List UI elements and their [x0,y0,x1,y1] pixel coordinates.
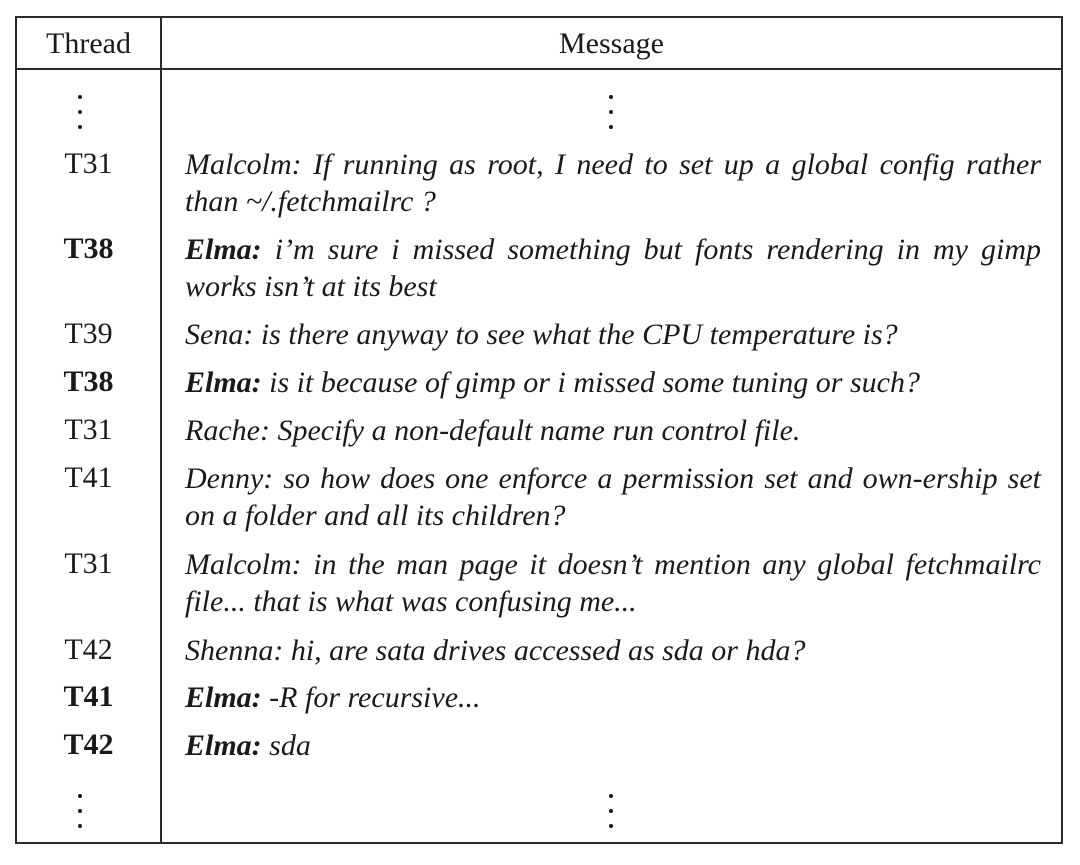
ellipsis-message-bottom [609,794,615,839]
speaker: Elma: [185,233,262,266]
column-divider [160,18,162,842]
ellipsis-thread-top [78,95,84,140]
speaker: Sena: [185,318,254,351]
speaker: Elma: [185,729,262,762]
message-cell [185,727,1041,764]
message-cell [185,460,1041,534]
header-message: Message [559,27,664,60]
message-cell [185,679,1041,716]
message-cell [185,632,1041,669]
thread-cell: T31 [64,147,113,180]
thread-cell: T42 [63,728,114,761]
speaker: Denny: [185,462,274,495]
thread-cell: T31 [64,547,113,580]
ellipsis-thread-bottom [78,794,84,839]
thread-cell: T39 [64,317,113,350]
header-divider [17,68,1061,70]
thread-cell: T38 [63,232,114,265]
message-text: Specify a non-default name run control file. [269,414,801,447]
speaker: Shenna: [185,634,284,667]
message-text: If running as root, I need to set up a global config rather than ~/.fetchmailrc ? [185,148,1041,218]
message-text: in the man page it doesn’t mention any global fetchmailrc file... that is what was confusing me... [185,548,1041,618]
thread-cell: T41 [64,461,113,494]
thread-cell: T31 [64,413,113,446]
message-text: is it because of gimp or i missed some tuning or such? [261,366,920,399]
thread-message-table [15,16,1063,844]
message-cell [185,546,1041,620]
message-cell [185,364,1041,401]
speaker: Rache: [185,414,270,447]
message-text: sda [261,729,311,762]
thread-cell: T42 [64,633,113,666]
speaker: Elma: [185,681,262,714]
message-cell [185,316,1041,353]
speaker: Malcolm: [185,148,302,181]
message-text: -R for recursive... [261,681,481,714]
ellipsis-message-top [609,95,615,140]
message-text: i’m sure i missed something but fonts rendering in my gimp works isn’t at its best [185,233,1041,303]
thread-cell: T41 [63,680,114,713]
message-text: so how does one enforce a permission set and own-ership set on a folder and all its children? [185,462,1041,532]
speaker: Malcolm: [185,548,302,581]
thread-cell: T38 [63,365,114,398]
speaker: Elma: [185,366,262,399]
message-cell [185,231,1041,305]
message-cell [185,412,1041,449]
message-cell [185,146,1041,220]
message-text: hi, are sata drives accessed as sda or hda? [283,634,806,667]
message-text: is there anyway to see what the CPU temperature is? [253,318,898,351]
header-thread: Thread [46,27,131,60]
